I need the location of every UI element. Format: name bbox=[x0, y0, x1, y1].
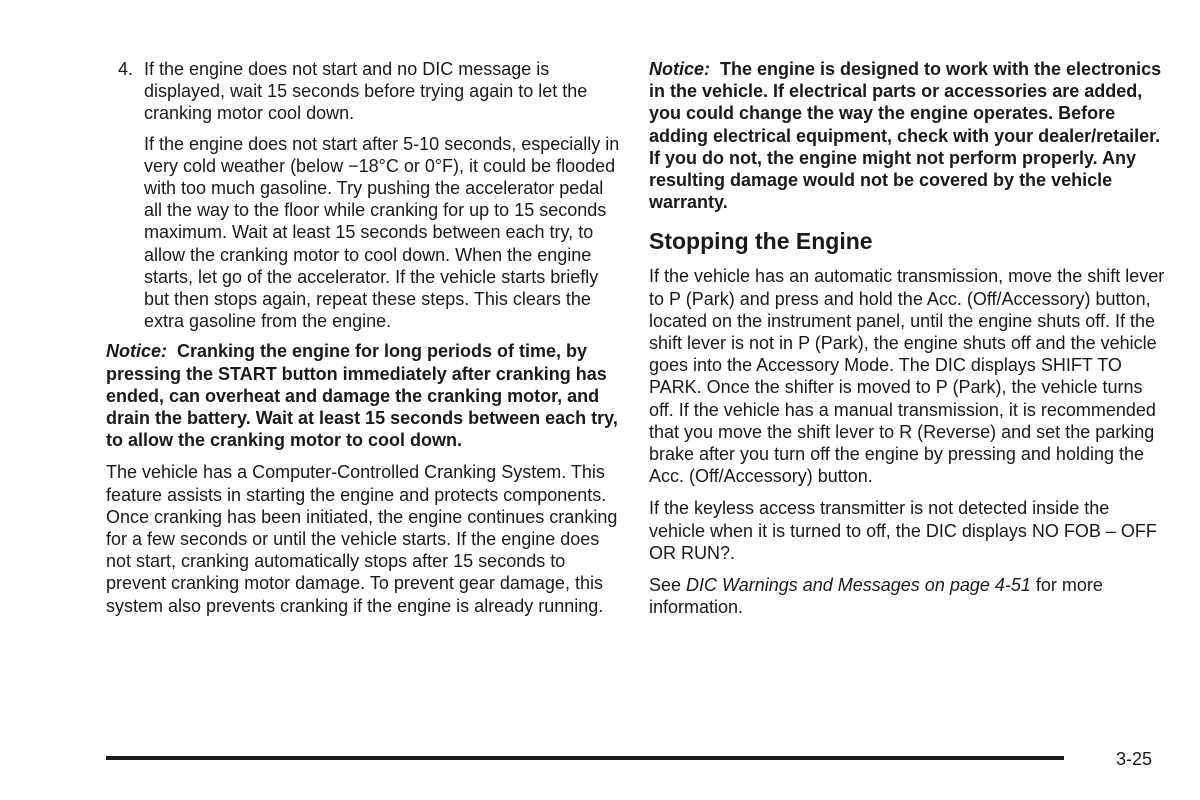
notice-label: Notice: bbox=[106, 341, 168, 362]
list-item-continuation: If the engine does not start after 5-10 seconds, especially in very cold weather (below −18°C or 0°F), it could be flooded with too much gasoline. Try pushing the accelerator pedal all the way to the floor while cranking for up to 15 seconds maximum. Wait at least 15 seconds between each try, to allow the cranking motor to cool down. When the engine starts, let go of the accelerator. If the vehicle starts briefly but then stops again, repeat these steps. This clears the extra gasoline from the engine. bbox=[144, 133, 620, 332]
see-prefix: See bbox=[649, 575, 687, 596]
paragraph-cranking-system: The vehicle has a Computer-Controlled Cranking System. This feature assists in starting the engine and protects components. Once cranking has been initiated, the engine continues cranking for a few seconds or until the vehicle starts. If the engine does not start, cranking automatically stops after 15 seconds to prevent cranking motor damage. To prevent gear damage, this system also prevents cranking if the engine is already running. bbox=[106, 462, 618, 616]
right-column bbox=[649, 58, 1169, 618]
list-item-text: If the engine does not start and no DIC message is displayed, wait 15 seconds before trying again to let the cranking motor cool down. bbox=[144, 59, 588, 124]
paragraph-keyless: If the keyless access transmitter is not detected inside the vehicle when it is turned to off, the DIC displays NO FOB – OFF OR RUN?. bbox=[649, 498, 1157, 563]
paragraph-stopping: If the vehicle has an automatic transmission, move the shift lever to P (Park) and press and hold the Acc. (Off/Accessory) button, located on the instrument panel, until the engine shuts off. If the shift lever is not in P (Park), the engine shuts off and the vehicle goes into the Accessory Mode. The DIC displays SHIFT TO PARK. Once the shifter is moved to P (Park), the vehicle turns off. If the vehicle has a manual transmission, it is recommended that you move the shift lever to R (Reverse) and set the parking brake after you turn off the engine by pressing and holding the Acc. (Off/Accessory) button. bbox=[649, 266, 1165, 487]
notice-cranking bbox=[106, 340, 620, 451]
list-number: 4. bbox=[118, 59, 134, 79]
footer-rule bbox=[106, 756, 1064, 760]
paragraph-see-reference bbox=[649, 574, 1169, 618]
section-heading: Stopping the Engine bbox=[649, 228, 873, 255]
notice-text: Cranking the engine for long periods of time, by pressing the START button immediately after cranking has ended, can overheat and damage the cranking motor, and drain the battery. Wait at least 15 seconds between each try, to allow the cranking motor to cool down. bbox=[106, 341, 618, 451]
notice-label: Notice: bbox=[649, 59, 711, 79]
notice-electrical bbox=[649, 58, 1169, 213]
page-number: 3-25 bbox=[1116, 749, 1153, 769]
see-suffix: for more information. bbox=[649, 575, 1103, 618]
left-column bbox=[106, 58, 620, 617]
notice-text: The engine is designed to work with the electronics in the vehicle. If electrical parts or accessories are added, you could change the way the engine operates. Before adding electrical equipment, check with your dealer/retailer. If you do not, the engine might not perform properly. Any resulting damage would not be covered by the vehicle warranty. bbox=[649, 59, 1162, 213]
cross-reference-link[interactable]: DIC Warnings and Messages on page 4-51 bbox=[686, 575, 1031, 596]
list-item-4 bbox=[106, 58, 620, 125]
